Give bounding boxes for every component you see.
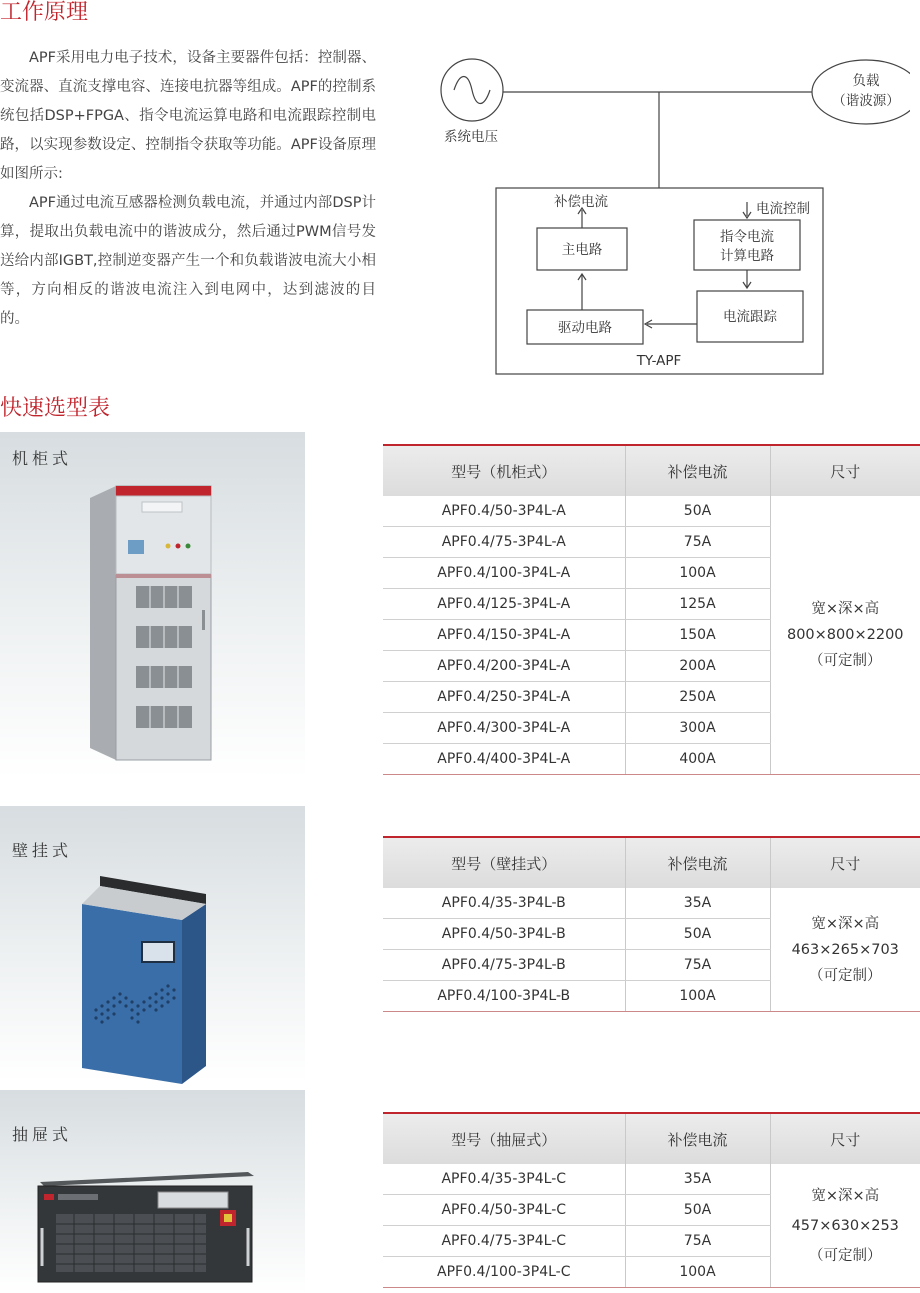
size-customizable-note: （可定制） — [809, 967, 882, 984]
current-cell: 50A — [625, 1195, 770, 1226]
selection-title: 快速选型表 — [0, 396, 111, 421]
size-cell — [770, 496, 920, 775]
size-dimension-label: 宽×深×高 — [811, 1187, 880, 1204]
command-circuit-label-1: 指令电流 — [720, 229, 774, 245]
current-cell: 75A — [625, 527, 770, 558]
current-cell: 150A — [625, 620, 770, 651]
table-row — [383, 496, 920, 527]
size-dimension-value: 463×265×703 — [791, 941, 899, 958]
cabinet-label: 机柜式 — [12, 449, 73, 468]
model-cell: APF0.4/200-3P4L-A — [383, 651, 625, 682]
size-customizable-note: （可定制） — [809, 653, 882, 669]
model-column-header: 型号（机柜式） — [383, 445, 625, 496]
current-cell: 75A — [625, 950, 770, 981]
size-column-header: 尺寸 — [770, 837, 920, 888]
model-cell: APF0.4/100-3P4L-B — [383, 981, 625, 1012]
current-cell: 75A — [625, 1226, 770, 1257]
table-row — [383, 888, 920, 919]
compensation-current-label: 补偿电流 — [554, 194, 608, 210]
current-cell: 100A — [625, 981, 770, 1012]
current-cell: 100A — [625, 558, 770, 589]
device-label: TY-APF — [636, 353, 682, 369]
current-cell: 35A — [625, 1164, 770, 1195]
current-cell: 35A — [625, 888, 770, 919]
table-row — [383, 1164, 920, 1195]
current-cell: 100A — [625, 1257, 770, 1288]
drawer-label: 抽屉式 — [12, 1125, 73, 1144]
load-label-2: （谐波源） — [832, 93, 900, 109]
wall-label: 壁挂式 — [12, 841, 73, 860]
current-cell: 125A — [625, 589, 770, 620]
sine-wave-icon — [454, 77, 490, 104]
source-label: 系统电压 — [444, 129, 498, 145]
size-dimension-value: 800×800×2200 — [786, 627, 904, 643]
load-label-1: 负载 — [852, 73, 880, 89]
size-column-header: 尺寸 — [770, 1113, 920, 1164]
model-column-header: 型号（壁挂式） — [383, 837, 625, 888]
current-cell: 400A — [625, 744, 770, 775]
model-cell: APF0.4/400-3P4L-A — [383, 744, 625, 775]
wall-panel — [0, 806, 305, 1082]
current-column-header: 补偿电流 — [625, 445, 770, 496]
cabinet-panel — [0, 432, 305, 778]
size-customizable-note: （可定制） — [809, 1247, 882, 1264]
current-control-label: 电流控制 — [756, 201, 810, 217]
command-circuit-label-2: 计算电路 — [720, 248, 774, 264]
model-cell: APF0.4/35-3P4L-C — [383, 1164, 625, 1195]
wall-product-image — [78, 870, 228, 1084]
model-cell: APF0.4/75-3P4L-B — [383, 950, 625, 981]
current-column-header: 补偿电流 — [625, 837, 770, 888]
model-cell: APF0.4/35-3P4L-B — [383, 888, 625, 919]
model-cell: APF0.4/250-3P4L-A — [383, 682, 625, 713]
main-circuit-label: 主电路 — [561, 242, 603, 258]
current-cell: 200A — [625, 651, 770, 682]
drawer-product-image — [34, 1168, 258, 1286]
model-cell: APF0.4/150-3P4L-A — [383, 620, 625, 651]
drawer-spec-table — [383, 1112, 920, 1288]
size-dimension-value: 457×630×253 — [791, 1217, 899, 1234]
principle-paragraph-1: APF采用电力电子技术，设备主要器件包括：控制器、变流器、直流支撑电容、连接电抗器等组成。APF的控制系统包括DSP+FPGA、指令电流运算电路和电流跟踪控制电路，以实现参数设定、控制指令获取等功能。APF设备原理如图所示: — [0, 50, 376, 182]
current-cell: 50A — [625, 496, 770, 527]
cabinet-spec-table — [383, 444, 920, 775]
model-cell: APF0.4/75-3P4L-A — [383, 527, 625, 558]
size-cell — [770, 888, 920, 1012]
current-column-header: 补偿电流 — [625, 1113, 770, 1164]
size-column-header: 尺寸 — [770, 445, 920, 496]
model-cell: APF0.4/50-3P4L-A — [383, 496, 625, 527]
model-cell: APF0.4/50-3P4L-B — [383, 919, 625, 950]
tracking-label: 电流跟踪 — [723, 309, 777, 325]
principle-diagram — [430, 52, 910, 384]
size-dimension-label: 宽×深×高 — [811, 915, 880, 932]
size-cell — [770, 1164, 920, 1288]
model-column-header: 型号（抽屉式） — [383, 1113, 625, 1164]
model-cell: APF0.4/50-3P4L-C — [383, 1195, 625, 1226]
model-cell: APF0.4/300-3P4L-A — [383, 713, 625, 744]
drawer-panel — [0, 1090, 305, 1293]
principle-paragraph-2: APF通过电流互感器检测负载电流，并通过内部DSP计算，提取出负载电流中的谐波成分，然后通过PWM信号发送给内部IGBT,控制逆变器产生一个和负载谐波电流大小相等，方向相反的谐波电流注入到电网中，达到滤波的目的。 — [0, 195, 376, 327]
model-cell: APF0.4/125-3P4L-A — [383, 589, 625, 620]
drive-circuit-label: 驱动电路 — [558, 320, 612, 336]
model-cell: APF0.4/75-3P4L-C — [383, 1226, 625, 1257]
current-cell: 250A — [625, 682, 770, 713]
current-cell: 300A — [625, 713, 770, 744]
principle-text — [0, 44, 376, 334]
model-cell: APF0.4/100-3P4L-A — [383, 558, 625, 589]
wall-spec-table — [383, 836, 920, 1012]
cabinet-product-image — [90, 480, 220, 765]
load-ellipse — [812, 60, 910, 124]
model-cell: APF0.4/100-3P4L-C — [383, 1257, 625, 1288]
principle-title: 工作原理 — [0, 0, 89, 25]
size-dimension-label: 宽×深×高 — [811, 601, 880, 617]
current-cell: 50A — [625, 919, 770, 950]
